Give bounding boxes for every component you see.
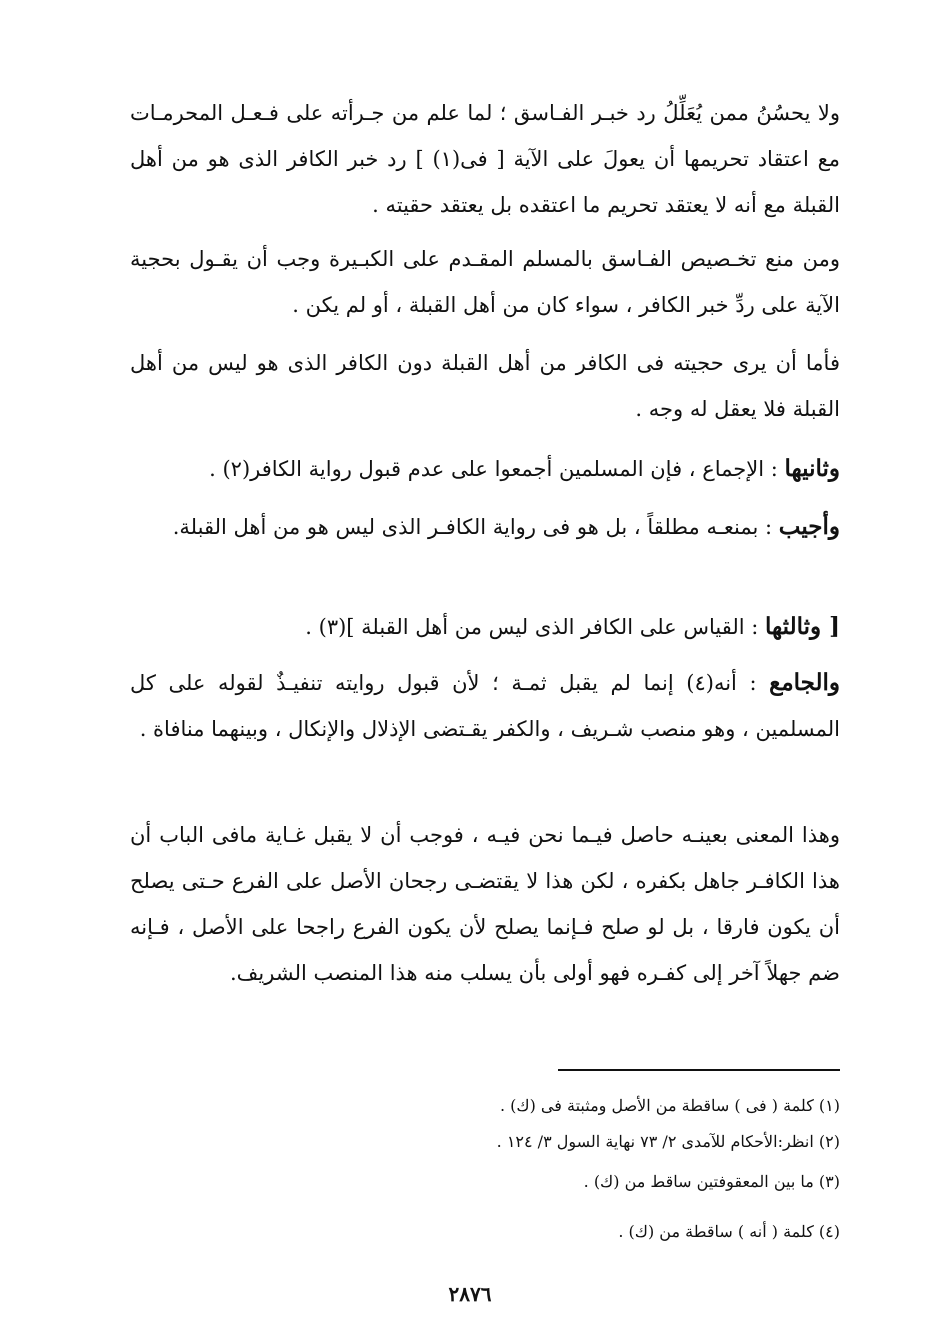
paragraph-4 bbox=[130, 446, 840, 492]
paragraph-7-text: : أنه(٤) إنما لم يقبل ثمـة ؛ لأن قبول روايته تنفيـذٌ لقوله على كل المسلمين ، وهو منصب شـريف ، والكفر يقـتضى الإذلال والإنكال ، وبينهما منافاة . bbox=[130, 671, 840, 741]
paragraph-1 bbox=[130, 90, 840, 228]
footnote-1: (١) كلمة ( فى ) ساقطة من الأصل ومثبتة فى (ك) . bbox=[500, 1096, 840, 1115]
paragraph-5 bbox=[130, 504, 840, 550]
paragraph-7 bbox=[130, 660, 840, 752]
page-number: ٢٨٧٦ bbox=[448, 1282, 492, 1306]
footnote-3: (٣) ما بين المعقوفتين ساقط من (ك) . bbox=[583, 1172, 840, 1191]
paragraph-4-lead: وثانيها bbox=[784, 455, 840, 482]
paragraph-1-text: ولا يحسُنُ ممن يُعَلِّلُ رد خبـر الفـاسق ؛ لما علم من جـرأته على فـعـل المحرمـات مع اعتقاد تحريمها أن يعولَ على الآية [ فى(١) ] رد خبر الكافر الذى هو من أهل القبلة مع أنه لا يعتقد تحريم ما اعتقده بل يعتقد حقيته . bbox=[130, 101, 841, 217]
paragraph-2-text: ومن منع تخـصيص الفـاسق بالمسلم المقـدم على الكبـيرة وجب أن يقـول بحجية الآية على ردِّ خبر الكافر ، سواء كان من أهل القبلة ، أو لم يكن . bbox=[130, 247, 840, 317]
paragraph-8 bbox=[130, 812, 840, 996]
paragraph-6-lead: [ وثالثها bbox=[765, 613, 840, 640]
footnote-2: (٢) انظر:الأحكام للآمدى ٢/ ٧٣ نهاية السول ٣/ ١٢٤ . bbox=[496, 1132, 840, 1151]
paragraph-8-text: وهذا المعنى بعينـه حاصل فيـما نحن فيـه ، فوجب أن لا يقبل غـاية مافى الباب أن هذا الكافـر جاهل بكفره ، لكن هذا لا يقتضـى رجحان الأصل على الفرع حـتى يصلح أن يكون فارقا ، بل لو صلح فـإنما يصلح لأن يكون الفرع راجحا على الأصل ، فـإنه ضم جهلاً آخر إلى كفـره فهو أولى بأن يسلب منه هذا المنصب الشريف. bbox=[130, 823, 840, 985]
footnote-4: (٤) كلمة ( أنه ) ساقطة من (ك) . bbox=[618, 1222, 840, 1241]
paragraph-7-lead: والجامع bbox=[769, 669, 840, 696]
paragraph-6-text: : القياس على الكافر الذى ليس من أهل القبلة ](٣) . bbox=[305, 615, 766, 639]
paragraph-5-lead: وأجيب bbox=[778, 513, 840, 540]
paragraph-3 bbox=[130, 340, 840, 432]
paragraph-5-text: : بمنعـه مطلقاً ، بل هو فى رواية الكافـر الذى ليس هو من أهل القبلة. bbox=[172, 515, 779, 539]
paragraph-3-text: فأما أن يرى حجيته فى الكافر من أهل القبلة دون الكافر الذى هو ليس من أهل القبلة فلا يعقل له وجه . bbox=[130, 351, 840, 421]
footnote-divider bbox=[558, 1069, 840, 1071]
paragraph-6 bbox=[130, 604, 840, 650]
paragraph-2 bbox=[130, 236, 840, 328]
paragraph-4-text: : الإجماع ، فإن المسلمين أجمعوا على عدم قبول رواية الكافر(٢) . bbox=[209, 457, 785, 481]
